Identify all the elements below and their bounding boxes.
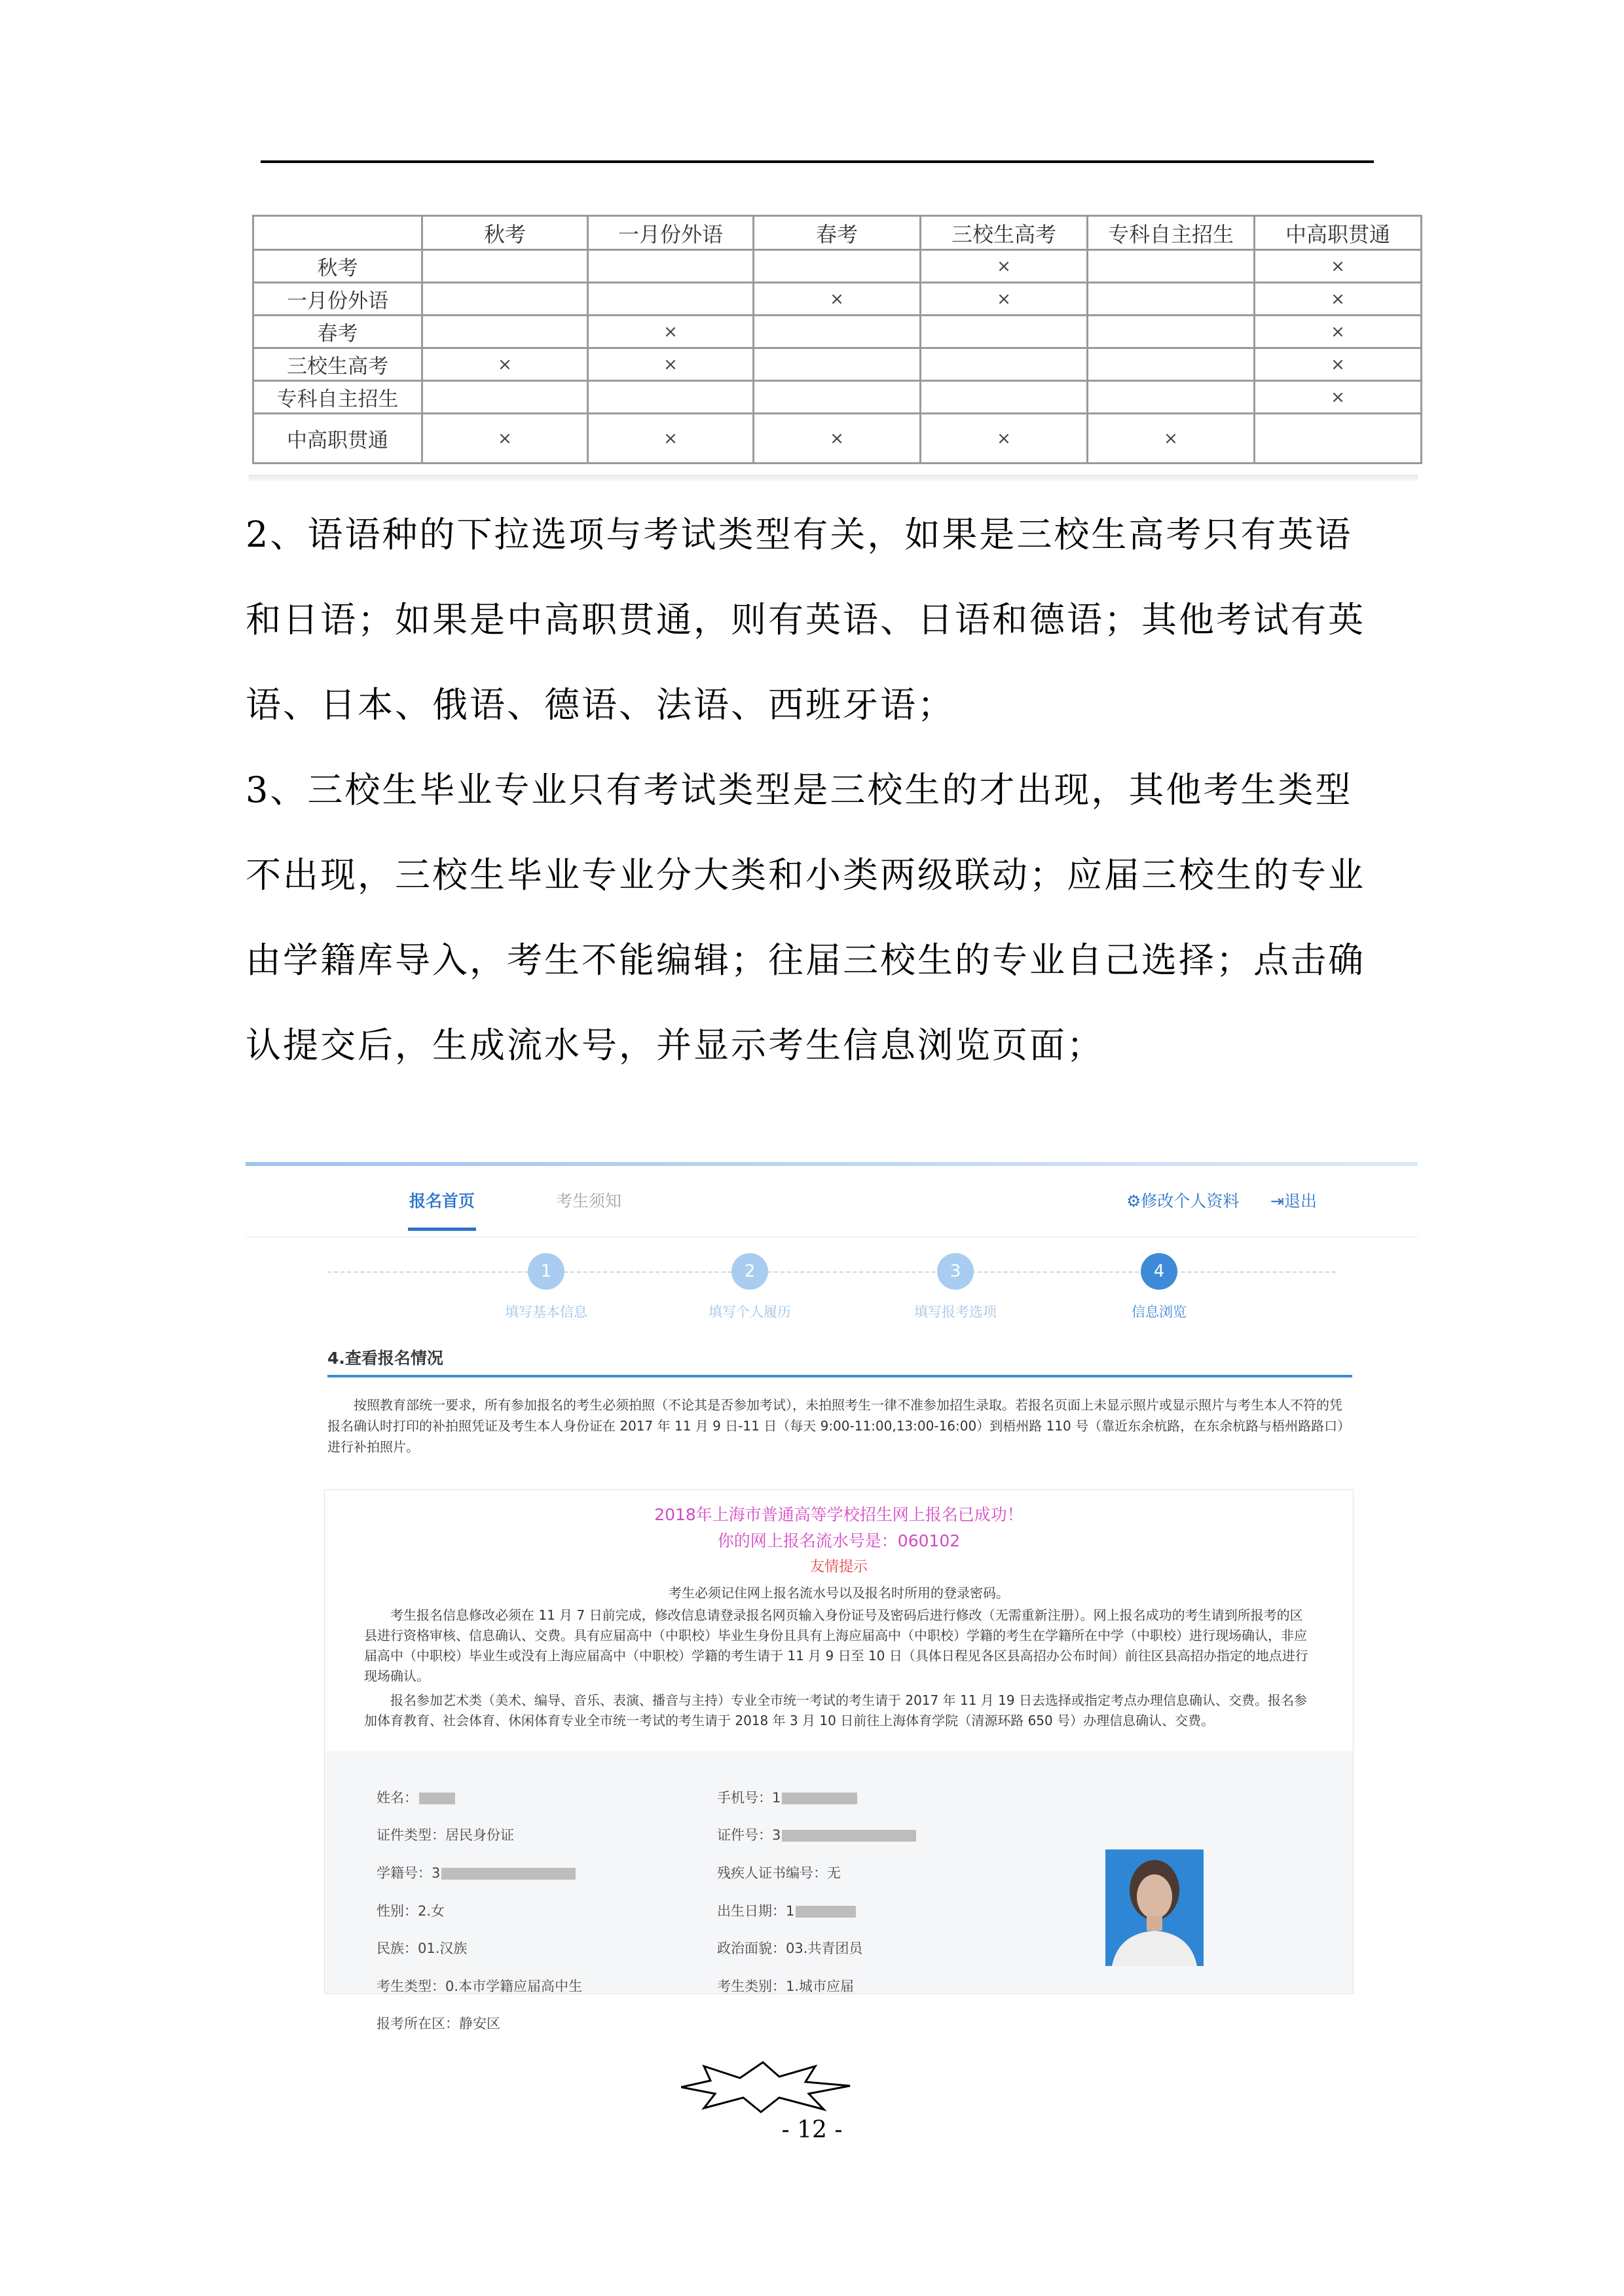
table-cell: ×	[1255, 348, 1422, 381]
table-cell	[588, 250, 754, 283]
table-cell	[1088, 283, 1255, 316]
field-candidate-type: 考生类型：0.本市学籍应届高中生	[377, 1978, 583, 1994]
step-4-circle: 4	[1141, 1253, 1177, 1290]
table-cell	[422, 316, 588, 348]
step-2-circle: 2	[731, 1253, 768, 1290]
table-cell	[1088, 316, 1255, 348]
paragraph-line: 语、日本、俄语、德语、法语、西班牙语；	[246, 684, 955, 725]
edit-profile-label: 修改个人资料	[1141, 1192, 1240, 1211]
table-cell	[1088, 250, 1255, 283]
field-phone: 手机号：1	[717, 1787, 857, 1807]
paragraph-line: 和日语；如果是中高职贯通，则有英语、日语和德语；其他考试有英	[246, 599, 1365, 640]
table-cell: ×	[1255, 381, 1422, 414]
table-column-header: 春考	[754, 216, 921, 250]
page-number: - 12 -	[781, 2117, 843, 2143]
table-cell: ×	[921, 250, 1088, 283]
table-cell: ×	[754, 414, 921, 464]
paragraph-line: 认提交后，生成流水号，并显示考生信息浏览页面；	[246, 1025, 1104, 1066]
field-name: 姓名：	[377, 1787, 455, 1807]
table-column-header: 秋考	[422, 216, 588, 250]
serial-number: 你的网上报名流水号是：060102	[717, 1531, 961, 1550]
paragraph-line: 由学籍库导入，考生不能编辑；往届三校生的专业自己选择；点击确	[246, 939, 1365, 981]
table-cell	[422, 381, 588, 414]
step-track	[327, 1271, 1336, 1273]
table-column-header: 三校生高考	[921, 216, 1088, 250]
tab-home[interactable]: 报名首页	[409, 1192, 475, 1211]
table-cell	[754, 250, 921, 283]
table-cell: ×	[422, 348, 588, 381]
tip-line-3: 报名参加艺术类（美术、编导、音乐、表演、播音与主持）专业全市统一考试的考生请于 2017 年 11 月 19 日去选择或指定考点办理信息确认、交费。报名参加体育教育、社会体育、休闲体育专业全市统一考试的考生请于 2018 年 3 月 10 日前往上海体育学院（清源环路 650 号）办理信息确认、交费。	[364, 1692, 1307, 1728]
redacted-block	[782, 1793, 857, 1804]
step-4-label: 信息浏览	[1132, 1304, 1187, 1320]
table-cell	[754, 348, 921, 381]
table-row-header: 春考	[253, 316, 422, 348]
table-row	[253, 381, 1422, 414]
starburst-icon	[681, 2061, 851, 2113]
registration-screenshot	[246, 1162, 1418, 2085]
field-birthdate: 出生日期：1	[717, 1901, 856, 1920]
step-3-circle: 3	[937, 1253, 974, 1290]
field-idno: 证件号：3	[717, 1825, 916, 1844]
logout-link[interactable]	[1270, 1188, 1317, 1212]
table-header-row	[253, 216, 1422, 250]
table-cell	[422, 283, 588, 316]
field-gender: 性别：2.女	[377, 1903, 445, 1919]
paragraph-line: 不出现，三校生毕业专业分大类和小类两级联动；应届三校生的专业	[246, 854, 1365, 896]
table-cell: ×	[1255, 316, 1422, 348]
success-box	[324, 1489, 1354, 1752]
field-idtype: 证件类型：居民身份证	[377, 1827, 514, 1843]
table-column-header: 一月份外语	[588, 216, 754, 250]
table-cell	[588, 381, 754, 414]
paragraph-line: 3、三校生毕业专业只有考试类型是三校生的才出现，其他考生类型	[246, 769, 1353, 811]
candidate-photo	[1105, 1850, 1204, 1966]
table-cell: ×	[754, 283, 921, 316]
table-cell	[422, 250, 588, 283]
field-disability: 残疾人证书编号：无	[717, 1865, 841, 1881]
table-cell: ×	[1255, 250, 1422, 283]
active-tab-indicator	[408, 1228, 476, 1231]
table-shadow	[249, 475, 1418, 481]
table-row-header: 一月份外语	[253, 283, 422, 316]
paragraph-3	[246, 748, 1385, 1088]
field-candidate-category: 考生类别：1.城市应届	[717, 1978, 855, 1994]
table-row-header: 中高职贯通	[253, 414, 422, 464]
section-underline	[327, 1375, 1352, 1377]
tip-title: 友情提示	[809, 1559, 868, 1575]
table-row	[253, 316, 1422, 348]
table-row	[253, 283, 1422, 316]
field-district: 报考所在区：静安区	[377, 2016, 500, 2032]
logout-label: 退出	[1283, 1192, 1317, 1211]
step-2-label: 填写个人履历	[709, 1304, 791, 1320]
table-row	[253, 414, 1422, 464]
logout-icon: ⇥	[1270, 1192, 1284, 1211]
step-3-label: 填写报考选项	[914, 1304, 997, 1320]
table-cell	[921, 348, 1088, 381]
table-cell: ×	[921, 414, 1088, 464]
redacted-block	[419, 1793, 455, 1804]
step-1-circle: 1	[528, 1253, 564, 1290]
table-cell	[921, 381, 1088, 414]
table-cell: ×	[921, 283, 1088, 316]
tip-line-2: 考生报名信息修改必须在 11 月 7 日前完成，修改信息请登录报名网页输入身份证号及密码后进行修改（无需重新注册）。网上报名成功的考生请到所报考的区县进行资格审核、信息确认、交费。具有应届高中（中职校）毕业生身份且具有上海应届高中（中职校）学籍的考生在学籍所在中学（中职校）进行现场确认，非应届高中（中职校）毕业生或没有上海应届高中（中职校）学籍的考生请于 11 月 9 日至 10 日（具体日程见各区县高招办公布时间）前往区县高招办指定的地点进行现场确认。	[364, 1607, 1308, 1684]
redacted-block	[782, 1830, 916, 1842]
top-nav	[246, 1166, 1418, 1237]
table-cell: ×	[1255, 283, 1422, 316]
exam-compatibility-table	[252, 215, 1422, 464]
table-cell	[1088, 381, 1255, 414]
section-title: 4.查看报名情况	[327, 1349, 443, 1368]
field-political: 政治面貌：03.共青团员	[717, 1941, 863, 1956]
header-rule	[261, 160, 1374, 163]
paragraph-line: 2、语语种的下拉选项与考试类型有关，如果是三校生高考只有英语	[246, 514, 1353, 555]
table-column-header: 中高职贯通	[1255, 216, 1422, 250]
table-cell	[1088, 348, 1255, 381]
table-cell: ×	[588, 414, 754, 464]
table-cell: ×	[422, 414, 588, 464]
edit-profile-link[interactable]	[1126, 1188, 1239, 1212]
table-cell: ×	[1088, 414, 1255, 464]
table-cell: ×	[588, 316, 754, 348]
table-corner-cell	[253, 216, 422, 250]
photo-notice: 按照教育部统一要求，所有参加报名的考生必须拍照（不论其是否参加考试），未拍照考生一律不准参加招生录取。若报名页面上未显示照片或显示照片与考生本人不符的凭报名确认时打印的补拍照凭证及考生本人身份证在 2017 年 11 月 9 日-11 日（每天 9:00-11:00,13:00-16:00）到梧州路 110 号（靠近东余杭路，在东余杭路与梧州路路口）进行补拍照片。	[327, 1397, 1351, 1455]
redacted-block	[796, 1906, 856, 1918]
table-cell	[588, 283, 754, 316]
gear-icon: ⚙	[1126, 1192, 1141, 1211]
table-row-header: 三校生高考	[253, 348, 422, 381]
table-row-header: 专科自主招生	[253, 381, 422, 414]
step-1-label: 填写基本信息	[505, 1304, 587, 1320]
table-column-header: 专科自主招生	[1088, 216, 1255, 250]
paragraph-2	[246, 492, 1385, 748]
table-cell	[754, 316, 921, 348]
tab-notice[interactable]: 考生须知	[556, 1192, 622, 1211]
field-stuno: 学籍号：3	[377, 1863, 576, 1882]
table-cell: ×	[588, 348, 754, 381]
table-row-header: 秋考	[253, 250, 422, 283]
table-cell	[1255, 414, 1422, 464]
tip-line-1: 考生必须记住网上报名流水号以及报名时所用的登录密码。	[669, 1585, 1009, 1601]
table-row	[253, 250, 1422, 283]
table-row	[253, 348, 1422, 381]
success-message: 2018年上海市普通高等学校招生网上报名已成功！	[654, 1505, 1024, 1524]
table-cell	[754, 381, 921, 414]
field-nation: 民族：01.汉族	[377, 1941, 468, 1956]
redacted-block	[441, 1868, 576, 1880]
table-cell	[921, 316, 1088, 348]
